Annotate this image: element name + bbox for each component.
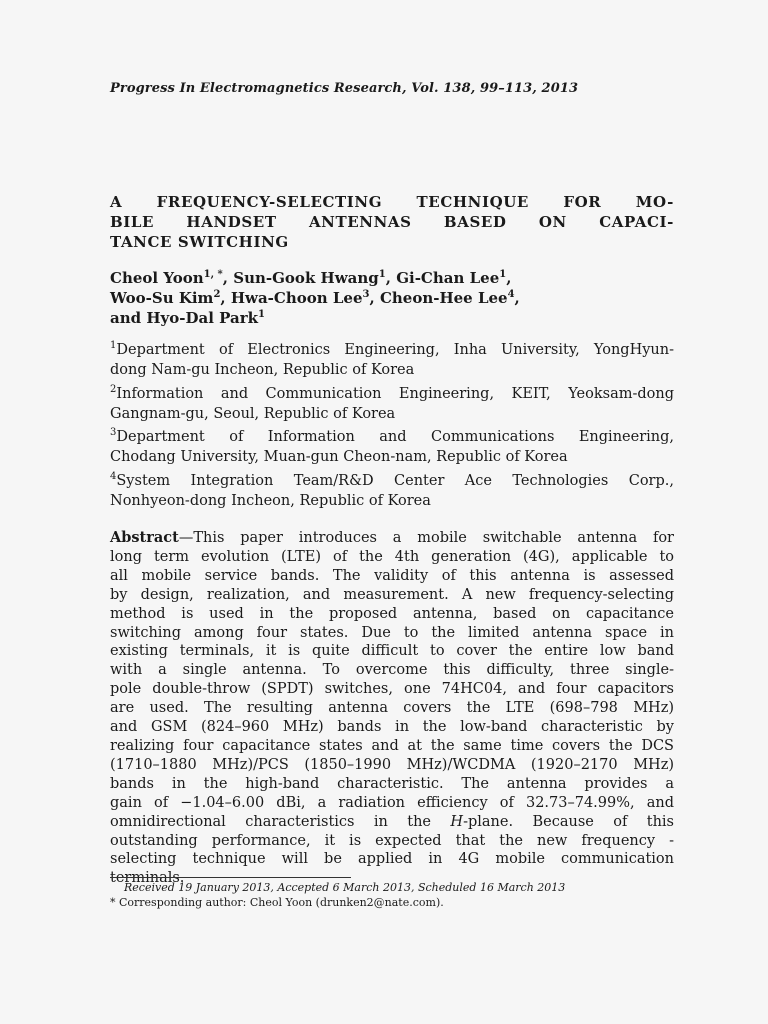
affiliation-text: dong Nam-gu Incheon, Republic of Korea — [110, 362, 415, 378]
abstract-label: Abstract — [110, 529, 179, 546]
author-name: Hyo-Dal Park — [146, 309, 259, 327]
affiliation — [110, 427, 674, 467]
affiliation-text: Chodang University, Muan-gun Cheon-nam, Republic of Korea — [110, 449, 568, 465]
abstract-line: realizing four capacitance states and at the same time covers the DCS — [110, 737, 674, 754]
title-line: A FREQUENCY-SELECTING TECHNIQUE FOR MO- — [110, 193, 674, 211]
affiliation — [110, 340, 674, 380]
abstract-line: existing terminals, it is quite difficult to cover the entire low band — [110, 643, 674, 660]
abstract-line: terminals. — [110, 870, 185, 887]
abstract-line: pole double-throw (SPDT) switches, one 74HC04, and four capacitors — [110, 681, 674, 698]
author-affil-mark: 1, * — [203, 269, 223, 280]
abstract-line: (1710–1880 MHz)/PCS (1850–1990 MHz)/WCDMA (1920–2170 MHz) — [110, 756, 674, 773]
author-conjunction: and — [110, 309, 142, 327]
affiliation-text: Department of Electronics Engineering, Inha University, YongHyun- — [116, 342, 674, 358]
affiliation-number: 3 — [110, 427, 117, 438]
abstract-line: bands in the high-band characteristic. The antenna provides a — [110, 775, 674, 792]
received-dates: Received 19 January 2013, Accepted 6 March 2013, Scheduled 16 March 2013 — [124, 881, 566, 894]
abstract-text: —This paper introduces a mobile switchable antenna for — [178, 530, 674, 546]
abstract-line: long term evolution (LTE) of the 4th generation (4G), applicable to — [110, 548, 674, 565]
affiliation-text: Gangnam-gu, Seoul, Republic of Korea — [110, 405, 396, 422]
author-affil-mark: 4 — [507, 289, 515, 300]
abstract-line: method is used in the proposed antenna, based on capacitance — [110, 605, 674, 622]
affiliation-number: 2 — [110, 383, 117, 395]
author-line: Woo-Su Kim$^2$, Hwa-Choon Lee$^3$, Cheon-Hee Lee$^4$, — [110, 289, 520, 307]
abstract-line: by design, realization, and measurement. A new frequency-selecting — [110, 586, 674, 603]
abstract-line: all mobile service bands. The validity of this antenna is assessed — [110, 567, 674, 584]
author-name: Cheol Yoon — [110, 269, 204, 287]
author-name: Cheon-Hee Lee — [379, 289, 508, 307]
author-line — [110, 308, 674, 328]
corresponding-author: * Corresponding author: Cheol Yoon (drunken2@nate.com). — [110, 896, 444, 909]
abstract-line — [110, 529, 674, 548]
abstract-line: omnidirectional characteristics in the H-plane. Because of this — [110, 813, 674, 830]
affiliation-text: Department of Information and Communications Engineering, — [116, 429, 674, 445]
abstract-line: switching among four states. Due to the limited antenna space in — [110, 624, 674, 641]
abstract-line: and GSM (824–960 MHz) bands in the low-band characteristic by — [110, 719, 674, 736]
affiliation-number: 4 — [110, 470, 117, 482]
paper-page — [110, 0, 674, 1024]
abstract-line: gain of −1.04–6.00 dBi, a radiation efficiency of 32.73–74.99%, and — [110, 794, 674, 811]
affiliation-text: Nonhyeon-dong Incheon, Republic of Korea — [110, 492, 431, 509]
author-line: Cheol Yoon$^{1, *}$, Sun-Gook Hwang$^1$, Gi-Chan Lee$^1$, — [110, 269, 512, 287]
author-affil-mark: 2 — [213, 289, 221, 300]
author-affil-mark: 1 — [258, 309, 265, 320]
journal-citation: Progress In Electromagnetics Research, Vol. 138, 99–113, 2013 — [110, 81, 579, 96]
abstract-line: are used. The resulting antenna covers the LTE (698–798 MHz) — [110, 700, 674, 717]
author-list — [110, 268, 674, 328]
author-affil-mark: 3 — [362, 289, 370, 300]
affiliation-list — [110, 340, 674, 514]
author-name: Woo-Su Kim — [110, 289, 214, 307]
affiliation — [110, 471, 674, 511]
affiliation-text: System Integration Team/R&D Center Ace Technologies Corp., — [116, 472, 674, 489]
title-line: BILE HANDSET ANTENNAS BASED ON CAPACI- — [110, 213, 674, 231]
abstract — [110, 529, 674, 888]
affiliation-text: Information and Communication Engineering, KEIT, Yeoksam-dong — [116, 385, 674, 402]
affiliation — [110, 384, 674, 424]
paper-title — [110, 192, 674, 252]
abstract-line: with a single antenna. To overcome this difficulty, three single- — [110, 662, 674, 679]
author-affil-mark: 1 — [499, 269, 507, 280]
author-name: Sun-Gook Hwang — [233, 269, 379, 287]
abstract-line: selecting technique will be applied in 4G mobile communication — [110, 851, 674, 868]
author-affil-mark: 1 — [378, 269, 386, 280]
abstract-line: outstanding performance, it is expected that the new frequency - — [110, 832, 674, 849]
author-name: Gi-Chan Lee — [396, 269, 500, 287]
title-line: TANCE SWITCHING — [110, 233, 289, 251]
author-name: Hwa-Choon Lee — [230, 289, 363, 307]
footnote-rule — [110, 877, 351, 878]
affiliation-number: 1 — [110, 340, 117, 351]
footnotes — [110, 880, 674, 910]
